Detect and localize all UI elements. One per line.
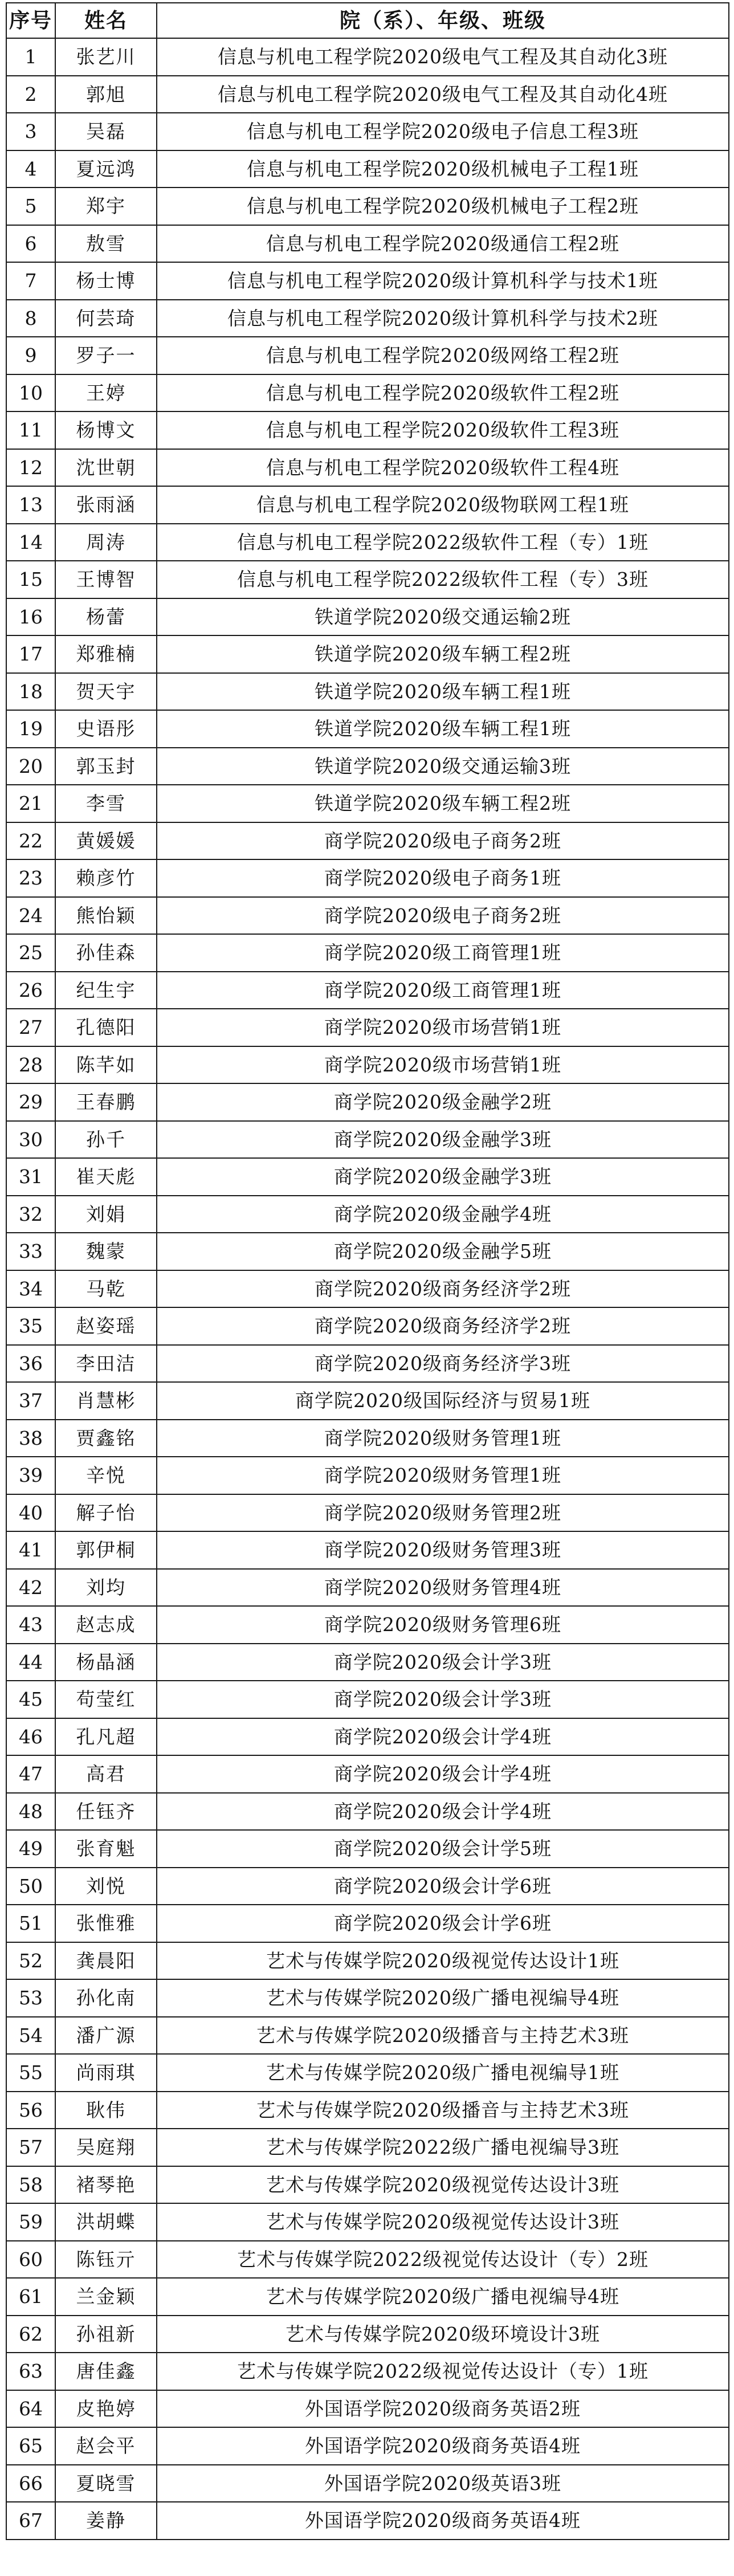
table-row [6, 1755, 729, 1793]
cell-name: 郭玉封 [55, 748, 157, 785]
table-row [6, 225, 729, 263]
cell-name: 潘广源 [55, 2017, 157, 2055]
table-row [6, 2092, 729, 2129]
cell-name: 魏蒙 [55, 1233, 157, 1270]
cell-name: 夏远鸿 [55, 150, 157, 188]
table-row [6, 300, 729, 337]
cell-no: 25 [6, 934, 55, 972]
cell-no: 47 [6, 1755, 55, 1793]
cell-no: 1 [6, 38, 55, 76]
cell-name: 张雨涵 [55, 486, 157, 524]
cell-name: 赵会平 [55, 2427, 157, 2465]
table-row [6, 1196, 729, 1233]
roster-table [6, 2, 729, 2540]
cell-unit: 艺术与传媒学院2022级视觉传达设计（专）1班 [157, 2353, 729, 2390]
cell-name: 郑雅楠 [55, 635, 157, 673]
cell-no: 45 [6, 1681, 55, 1718]
cell-unit: 艺术与传媒学院2022级视觉传达设计（专）2班 [157, 2241, 729, 2279]
cell-name: 贺天宇 [55, 673, 157, 711]
cell-no: 65 [6, 2427, 55, 2465]
cell-no: 16 [6, 598, 55, 636]
cell-no: 56 [6, 2092, 55, 2129]
cell-unit: 艺术与传媒学院2022级广播电视编导3班 [157, 2129, 729, 2166]
cell-unit: 铁道学院2020级车辆工程1班 [157, 710, 729, 748]
table-row [6, 411, 729, 449]
cell-no: 3 [6, 113, 55, 150]
table-row [6, 150, 729, 188]
cell-unit: 铁道学院2020级车辆工程2班 [157, 785, 729, 822]
cell-name: 任钰齐 [55, 1793, 157, 1831]
table-row [6, 188, 729, 225]
cell-name: 李田洁 [55, 1345, 157, 1383]
cell-unit: 商学院2020级会计学4班 [157, 1718, 729, 1756]
cell-no: 61 [6, 2278, 55, 2316]
cell-no: 24 [6, 897, 55, 935]
cell-no: 43 [6, 1606, 55, 1644]
cell-no: 57 [6, 2129, 55, 2166]
header-no: 序号 [6, 3, 55, 38]
cell-no: 5 [6, 188, 55, 225]
cell-unit: 商学院2020级国际经济与贸易1班 [157, 1382, 729, 1420]
cell-unit: 商学院2020级财务管理6班 [157, 1606, 729, 1644]
cell-unit: 外国语学院2020级商务英语2班 [157, 2390, 729, 2428]
cell-no: 29 [6, 1083, 55, 1121]
cell-unit: 信息与机电工程学院2020级电子信息工程3班 [157, 113, 729, 150]
cell-no: 10 [6, 374, 55, 412]
table-row [6, 972, 729, 1009]
cell-no: 66 [6, 2465, 55, 2502]
cell-name: 崔天彪 [55, 1158, 157, 1196]
cell-no: 59 [6, 2203, 55, 2241]
cell-name: 陈芊如 [55, 1046, 157, 1084]
cell-no: 30 [6, 1121, 55, 1159]
cell-no: 19 [6, 710, 55, 748]
cell-no: 21 [6, 785, 55, 822]
table-row [6, 635, 729, 673]
cell-unit: 铁道学院2020级交通运输3班 [157, 748, 729, 785]
table-row [6, 934, 729, 972]
cell-unit: 商学院2020级会计学4班 [157, 1755, 729, 1793]
cell-unit: 信息与机电工程学院2020级计算机科学与技术1班 [157, 262, 729, 300]
cell-name: 耿伟 [55, 2092, 157, 2129]
table-row [6, 1158, 729, 1196]
table-row [6, 1494, 729, 1532]
table-row [6, 1009, 729, 1046]
cell-no: 67 [6, 2502, 55, 2540]
cell-unit: 艺术与传媒学院2020级视觉传达设计1班 [157, 1942, 729, 1980]
cell-unit: 商学院2020级财务管理1班 [157, 1420, 729, 1457]
cell-no: 17 [6, 635, 55, 673]
table-row [6, 598, 729, 636]
table-row [6, 76, 729, 113]
cell-no: 28 [6, 1046, 55, 1084]
cell-name: 孔德阳 [55, 1009, 157, 1046]
cell-unit: 艺术与传媒学院2020级播音与主持艺术3班 [157, 2092, 729, 2129]
cell-no: 33 [6, 1233, 55, 1270]
cell-name: 赖彦竹 [55, 859, 157, 897]
cell-no: 51 [6, 1905, 55, 1942]
table-row [6, 1905, 729, 1942]
table-row [6, 561, 729, 598]
table-row [6, 1979, 729, 2017]
cell-name: 孙佳森 [55, 934, 157, 972]
cell-name: 沈世朝 [55, 449, 157, 487]
cell-no: 7 [6, 262, 55, 300]
cell-unit: 商学院2020级商务经济学2班 [157, 1307, 729, 1345]
roster-sheet [6, 2, 728, 2540]
cell-name: 张育魁 [55, 1830, 157, 1868]
cell-no: 34 [6, 1270, 55, 1308]
cell-name: 杨蕾 [55, 598, 157, 636]
table-row [6, 1083, 729, 1121]
table-row [6, 374, 729, 412]
cell-name: 陈钰亓 [55, 2241, 157, 2279]
cell-name: 杨士博 [55, 262, 157, 300]
cell-no: 14 [6, 524, 55, 561]
cell-name: 贾鑫铭 [55, 1420, 157, 1457]
cell-no: 60 [6, 2241, 55, 2279]
table-row [6, 113, 729, 150]
cell-name: 黄媛媛 [55, 822, 157, 860]
table-row [6, 2017, 729, 2055]
cell-name: 纪生宇 [55, 972, 157, 1009]
cell-name: 李雪 [55, 785, 157, 822]
cell-unit: 信息与机电工程学院2022级软件工程（专）3班 [157, 561, 729, 598]
cell-name: 罗子一 [55, 337, 157, 374]
table-row [6, 2278, 729, 2316]
cell-name: 吴庭翔 [55, 2129, 157, 2166]
cell-name: 赵志成 [55, 1606, 157, 1644]
cell-unit: 艺术与传媒学院2020级视觉传达设计3班 [157, 2203, 729, 2241]
cell-name: 辛悦 [55, 1457, 157, 1494]
table-row [6, 1457, 729, 1494]
cell-unit: 商学院2020级电子商务2班 [157, 897, 729, 935]
cell-name: 皮艳婷 [55, 2390, 157, 2428]
table-row [6, 1420, 729, 1457]
cell-unit: 外国语学院2020级商务英语4班 [157, 2502, 729, 2540]
table-row [6, 2166, 729, 2204]
cell-name: 龚晨阳 [55, 1942, 157, 1980]
header-name: 姓名 [55, 3, 157, 38]
cell-no: 63 [6, 2353, 55, 2390]
cell-unit: 艺术与传媒学院2020级广播电视编导1班 [157, 2054, 729, 2092]
cell-no: 38 [6, 1420, 55, 1457]
table-row [6, 449, 729, 487]
table-row [6, 2502, 729, 2540]
table-row [6, 486, 729, 524]
table-row [6, 1718, 729, 1756]
header-unit: 院（系）、年级、班级 [157, 3, 729, 38]
table-row [6, 1382, 729, 1420]
cell-unit: 商学院2020级会计学3班 [157, 1681, 729, 1718]
cell-unit: 商学院2020级财务管理4班 [157, 1569, 729, 1607]
cell-unit: 信息与机电工程学院2020级软件工程3班 [157, 411, 729, 449]
table-row [6, 1942, 729, 1980]
cell-unit: 商学院2020级市场营销1班 [157, 1046, 729, 1084]
cell-unit: 外国语学院2020级英语3班 [157, 2465, 729, 2502]
cell-name: 刘均 [55, 1569, 157, 1607]
cell-name: 孙化南 [55, 1979, 157, 2017]
cell-name: 肖慧彬 [55, 1382, 157, 1420]
cell-name: 夏晓雪 [55, 2465, 157, 2502]
table-row [6, 524, 729, 561]
cell-unit: 艺术与传媒学院2020级环境设计3班 [157, 2316, 729, 2353]
cell-name: 王婷 [55, 374, 157, 412]
cell-unit: 商学院2020级金融学4班 [157, 1196, 729, 1233]
cell-name: 唐佳鑫 [55, 2353, 157, 2390]
cell-no: 26 [6, 972, 55, 1009]
cell-name: 吴磊 [55, 113, 157, 150]
cell-no: 15 [6, 561, 55, 598]
cell-no: 4 [6, 150, 55, 188]
cell-no: 18 [6, 673, 55, 711]
cell-unit: 商学院2020级工商管理1班 [157, 972, 729, 1009]
cell-unit: 商学院2020级会计学4班 [157, 1793, 729, 1831]
cell-unit: 商学院2020级财务管理2班 [157, 1494, 729, 1532]
cell-unit: 商学院2020级会计学5班 [157, 1830, 729, 1868]
table-row [6, 1046, 729, 1084]
cell-no: 39 [6, 1457, 55, 1494]
cell-unit: 商学院2020级商务经济学2班 [157, 1270, 729, 1308]
cell-unit: 商学院2020级市场营销1班 [157, 1009, 729, 1046]
table-row [6, 1121, 729, 1159]
cell-unit: 信息与机电工程学院2020级电气工程及其自动化4班 [157, 76, 729, 113]
cell-no: 49 [6, 1830, 55, 1868]
cell-unit: 商学院2020级电子商务1班 [157, 859, 729, 897]
table-row [6, 1307, 729, 1345]
table-row [6, 2427, 729, 2465]
cell-name: 郑宇 [55, 188, 157, 225]
cell-name: 杨晶涵 [55, 1644, 157, 1681]
cell-no: 27 [6, 1009, 55, 1046]
table-row [6, 2465, 729, 2502]
cell-unit: 铁道学院2020级车辆工程2班 [157, 635, 729, 673]
cell-no: 8 [6, 300, 55, 337]
cell-unit: 商学院2020级金融学5班 [157, 1233, 729, 1270]
cell-name: 郭旭 [55, 76, 157, 113]
cell-no: 35 [6, 1307, 55, 1345]
table-row [6, 262, 729, 300]
table-row [6, 710, 729, 748]
cell-unit: 信息与机电工程学院2020级计算机科学与技术2班 [157, 300, 729, 337]
table-row [6, 1345, 729, 1383]
cell-unit: 外国语学院2020级商务英语4班 [157, 2427, 729, 2465]
table-row [6, 2203, 729, 2241]
cell-no: 40 [6, 1494, 55, 1532]
cell-name: 孙祖新 [55, 2316, 157, 2353]
cell-name: 杨博文 [55, 411, 157, 449]
table-row [6, 897, 729, 935]
cell-unit: 信息与机电工程学院2020级机械电子工程1班 [157, 150, 729, 188]
cell-unit: 商学院2020级财务管理3班 [157, 1531, 729, 1569]
cell-name: 王博智 [55, 561, 157, 598]
cell-unit: 艺术与传媒学院2020级播音与主持艺术3班 [157, 2017, 729, 2055]
cell-unit: 铁道学院2020级交通运输2班 [157, 598, 729, 636]
table-row [6, 2129, 729, 2166]
cell-unit: 艺术与传媒学院2020级广播电视编导4班 [157, 1979, 729, 2017]
table-row [6, 1868, 729, 1905]
cell-name: 高君 [55, 1755, 157, 1793]
cell-name: 孔凡超 [55, 1718, 157, 1756]
table-row [6, 1270, 729, 1308]
table-row [6, 2353, 729, 2390]
cell-no: 54 [6, 2017, 55, 2055]
cell-no: 41 [6, 1531, 55, 1569]
cell-no: 6 [6, 225, 55, 263]
cell-name: 苟莹红 [55, 1681, 157, 1718]
cell-name: 兰金颖 [55, 2278, 157, 2316]
table-row [6, 1830, 729, 1868]
cell-unit: 商学院2020级会计学6班 [157, 1868, 729, 1905]
table-row [6, 337, 729, 374]
table-row [6, 748, 729, 785]
cell-name: 马乾 [55, 1270, 157, 1308]
cell-name: 张惟雅 [55, 1905, 157, 1942]
cell-name: 王春鹏 [55, 1083, 157, 1121]
table-row [6, 38, 729, 76]
cell-no: 23 [6, 859, 55, 897]
header-row [6, 3, 729, 38]
cell-unit: 商学院2020级会计学6班 [157, 1905, 729, 1942]
cell-no: 37 [6, 1382, 55, 1420]
table-row [6, 673, 729, 711]
table-row [6, 785, 729, 822]
cell-no: 64 [6, 2390, 55, 2428]
cell-name: 褚琴艳 [55, 2166, 157, 2204]
cell-no: 46 [6, 1718, 55, 1756]
table-row [6, 2390, 729, 2428]
cell-name: 解子怡 [55, 1494, 157, 1532]
cell-no: 48 [6, 1793, 55, 1831]
cell-no: 13 [6, 486, 55, 524]
table-row [6, 2241, 729, 2279]
cell-unit: 信息与机电工程学院2020级软件工程4班 [157, 449, 729, 487]
cell-unit: 商学院2020级金融学2班 [157, 1083, 729, 1121]
table-row [6, 1569, 729, 1607]
cell-name: 敖雪 [55, 225, 157, 263]
table-row [6, 2316, 729, 2353]
cell-no: 42 [6, 1569, 55, 1607]
cell-no: 50 [6, 1868, 55, 1905]
table-row [6, 1644, 729, 1681]
cell-no: 12 [6, 449, 55, 487]
cell-no: 44 [6, 1644, 55, 1681]
cell-unit: 铁道学院2020级车辆工程1班 [157, 673, 729, 711]
table-row [6, 822, 729, 860]
cell-name: 孙千 [55, 1121, 157, 1159]
cell-no: 20 [6, 748, 55, 785]
cell-name: 张艺川 [55, 38, 157, 76]
cell-name: 史语彤 [55, 710, 157, 748]
cell-no: 58 [6, 2166, 55, 2204]
cell-no: 22 [6, 822, 55, 860]
cell-name: 刘悦 [55, 1868, 157, 1905]
cell-no: 52 [6, 1942, 55, 1980]
cell-no: 53 [6, 1979, 55, 2017]
cell-name: 尚雨琪 [55, 2054, 157, 2092]
cell-no: 36 [6, 1345, 55, 1383]
cell-unit: 信息与机电工程学院2020级机械电子工程2班 [157, 188, 729, 225]
cell-unit: 商学院2020级金融学3班 [157, 1121, 729, 1159]
cell-no: 62 [6, 2316, 55, 2353]
cell-no: 2 [6, 76, 55, 113]
cell-name: 刘娟 [55, 1196, 157, 1233]
cell-name: 赵姿瑶 [55, 1307, 157, 1345]
cell-unit: 商学院2020级电子商务2班 [157, 822, 729, 860]
table-row [6, 1233, 729, 1270]
cell-unit: 信息与机电工程学院2020级软件工程2班 [157, 374, 729, 412]
cell-no: 11 [6, 411, 55, 449]
table-row [6, 1681, 729, 1718]
cell-no: 31 [6, 1158, 55, 1196]
cell-name: 姜静 [55, 2502, 157, 2540]
cell-unit: 商学院2020级商务经济学3班 [157, 1345, 729, 1383]
cell-no: 9 [6, 337, 55, 374]
cell-unit: 商学院2020级会计学3班 [157, 1644, 729, 1681]
cell-no: 55 [6, 2054, 55, 2092]
cell-unit: 艺术与传媒学院2020级视觉传达设计3班 [157, 2166, 729, 2204]
table-row [6, 859, 729, 897]
table-row [6, 1793, 729, 1831]
cell-name: 郭伊桐 [55, 1531, 157, 1569]
cell-unit: 艺术与传媒学院2020级广播电视编导4班 [157, 2278, 729, 2316]
cell-unit: 信息与机电工程学院2020级电气工程及其自动化3班 [157, 38, 729, 76]
cell-no: 32 [6, 1196, 55, 1233]
cell-unit: 信息与机电工程学院2020级网络工程2班 [157, 337, 729, 374]
cell-name: 熊怡颖 [55, 897, 157, 935]
cell-unit: 商学院2020级财务管理1班 [157, 1457, 729, 1494]
cell-unit: 信息与机电工程学院2020级物联网工程1班 [157, 486, 729, 524]
cell-unit: 信息与机电工程学院2020级通信工程2班 [157, 225, 729, 263]
cell-name: 周涛 [55, 524, 157, 561]
roster-body [6, 38, 729, 2540]
table-row [6, 1606, 729, 1644]
cell-name: 何芸琦 [55, 300, 157, 337]
table-row [6, 2054, 729, 2092]
table-row [6, 1531, 729, 1569]
cell-unit: 信息与机电工程学院2022级软件工程（专）1班 [157, 524, 729, 561]
cell-name: 洪胡蝶 [55, 2203, 157, 2241]
cell-unit: 商学院2020级工商管理1班 [157, 934, 729, 972]
cell-unit: 商学院2020级金融学3班 [157, 1158, 729, 1196]
